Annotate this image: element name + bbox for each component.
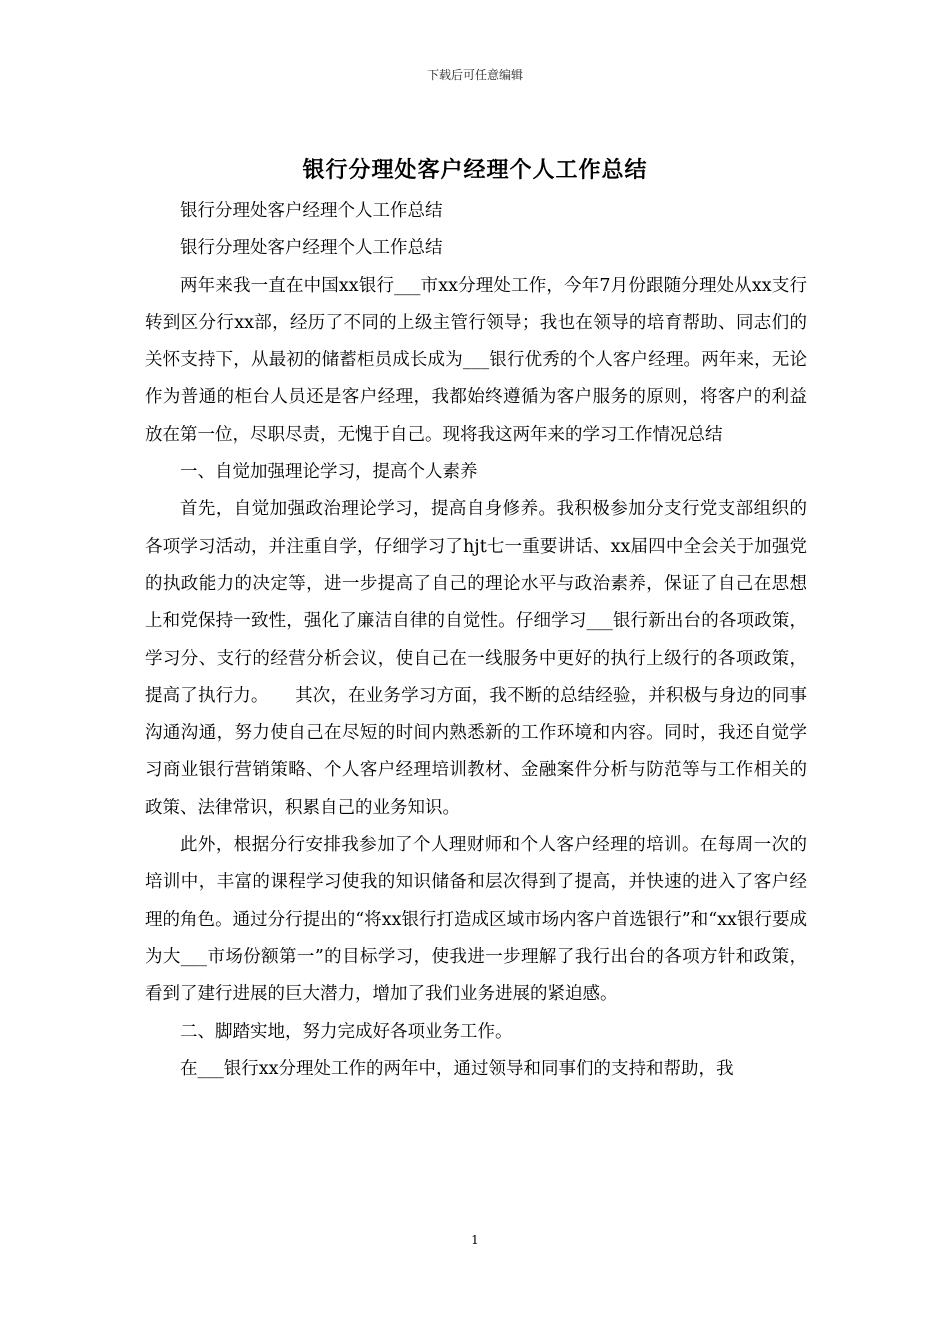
subtitle-line-1: 银行分理处客户经理个人工作总结 <box>180 201 443 221</box>
intro-paragraph: 两年来我一直在中国xx银行___市xx分理处工作，今年7月份跟随分理处从xx支行转到区分行xx部，经历了不同的上级主管行领导；我也在领导的培育帮助、同志们的关怀支持下，从最初的储蓄柜员成长成为___银行优秀的个人客户经理。两年来，无论作为普通的柜台人员还是客户经理，我都始终遵循为客户服务的原则，将客户的利益放在第一位，尽职尽责，无愧于自己。现将我这两年来的学习工作情况总结 <box>145 275 807 445</box>
subtitle-line-2: 银行分理处客户经理个人工作总结 <box>180 238 443 259</box>
page-number: 1 <box>471 1233 479 1247</box>
page-header-note: 下载后可任意编辑 <box>426 68 523 82</box>
section-heading-2: 二、脚踏实地，努力完成好各项业务工作。 <box>180 1021 513 1042</box>
paragraph-training: 此外，根据分行安排我参加了个人理财师和个人客户经理的培训。在每周一次的培训中，丰富的课程学习使我的知识储备和层次得到了提高，并快速的进入了客户经理的角色。通过分行提出的“将xx银行打造成区域市场内客户首选银行”和“xx银行要成为大___市场份额第一”的目标学习，使我进一步理解了我行出台的各项方针和政策，看到了建行进展的巨大潜力，增加了我们业务进展的紧迫感。 <box>145 835 807 1005</box>
document-title: 银行分理处客户经理个人工作总结 <box>302 157 648 183</box>
section-heading-1: 一、自觉加强理论学习，提高个人素养 <box>180 462 478 483</box>
paragraph-theory-study: 首先，自觉加强政治理论学习，提高自身修养。我积极参加分支行党支部组织的各项学习活动，并注重自学，仔细学习了hjt七一重要讲话、xx届四中全会关于加强党的执政能力的决定等，进一步提高了自己的理论水平与政治素养，保证了自己在思想上和党保持一致性，强化了廉洁自律的自觉性。仔细学习___银行新出台的各项政策，学习分、支行的经营分析会议，使自己在一线服务中更好的执行上级行的各项政策，提高了执行力。 其次，在业务学习方面，我不断的总结经验，并积极与身边的同事沟通沟通，努力使自己在尽短的时间内熟悉新的工作环境和内容。同时，我还自觉学习商业银行营销策略、个人客户经理培训教材、金融案件分析与防范等与工作相关的政策、法律常识，积累自己的业务知识。 <box>145 499 807 818</box>
document-body <box>145 193 807 1088</box>
paragraph-work-start: 在___银行xx分理处工作的两年中，通过领导和同事们的支持和帮助，我 <box>180 1058 734 1079</box>
